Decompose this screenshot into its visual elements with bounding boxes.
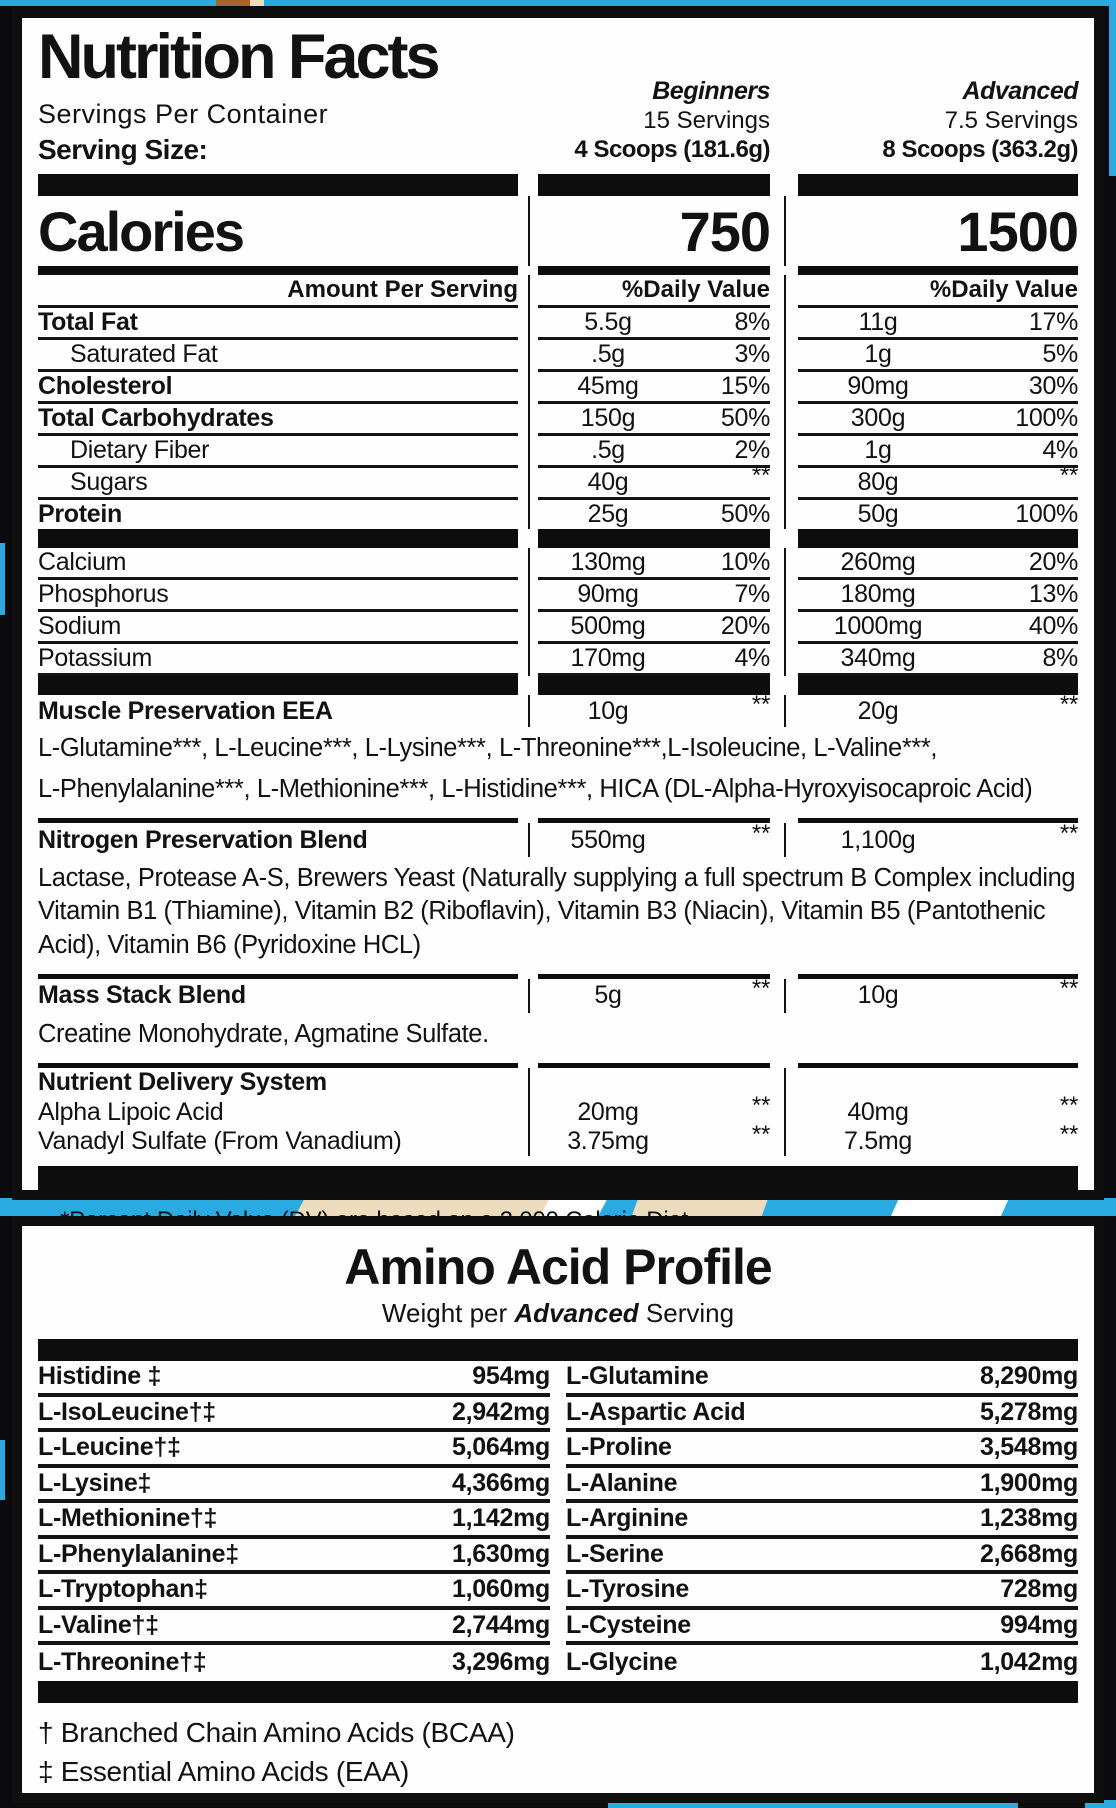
blend-row-mass-stack: Mass Stack Blend 5g ** 10g ** [38, 979, 1078, 1013]
daily-value-label-advanced: %Daily Value [798, 275, 1078, 308]
section-bar [38, 529, 1078, 548]
amino-row: L-Proline 3,548mg [566, 1432, 1078, 1468]
column-name: Beginners [652, 77, 770, 105]
amino-row: L-Methionine†‡ 1,142mg [38, 1503, 550, 1539]
amino-row: L-Tryptophan‡ 1,060mg [38, 1574, 550, 1610]
amino-row: L-Tyrosine 728mg [566, 1574, 1078, 1610]
amino-row: L-Leucine†‡ 5,064mg [38, 1432, 550, 1468]
amino-panel-subtitle [38, 1298, 1078, 1329]
section-bar [38, 676, 1078, 695]
footnote-separator-bar [38, 1166, 1078, 1192]
amino-row: L-Phenylalanine‡ 1,630mg [38, 1539, 550, 1575]
footnote-eaa: ‡ Essential Amino Acids (EAA) [38, 1755, 410, 1787]
daily-value-label-beginners: %Daily Value [538, 275, 770, 308]
background-art-blob [216, 0, 250, 6]
calories-advanced: 1500 [957, 199, 1078, 263]
nutrient-row-protein: Protein 25g 50% 50g 100% [38, 500, 1078, 528]
amino-row: L-Valine†‡ 2,744mg [38, 1610, 550, 1646]
nutrient-row-saturated-fat: Saturated Fat .5g 3% 1g 5% [38, 340, 1078, 372]
footnote-bcaa: † Branched Chain Amino Acids (BCAA) [38, 1716, 515, 1748]
eea-ingredients-line2: L-Phenylalanine***, L-Methionine***, L-Histidine***, HICA (DL-Alpha-Hyroxyisocaproic Acid) [38, 775, 1033, 804]
serving-size-label: Serving Size: [38, 134, 208, 165]
nds-row-vanadyl-sulfate: Vanadyl Sulfate (From Vanadium) 3.75mg ** 7.5mg ** [38, 1120, 1078, 1155]
subtitle-advanced: Advanced [514, 1298, 639, 1328]
nutrition-facts-panel [12, 8, 1104, 1200]
section-divider [38, 1063, 1078, 1068]
nutrient-row-phosphorus: Phosphorus 90mg 7% 180mg 13% [38, 580, 1078, 612]
calories-row [38, 196, 1078, 266]
calories-label: Calories [38, 199, 243, 263]
amino-row: L-Threonine†‡ 3,296mg [38, 1648, 550, 1677]
eea-ingredients-line1: L-Glutamine***, L-Leucine***, L-Lysine***, L-Threonine***,L-Isoleucine, L-Valine***, [38, 734, 938, 762]
nutrient-row-total-carbohydrates: Total Carbohydrates 150g 50% 300g 100% [38, 404, 1078, 436]
nds-row-alpha-lipoic-acid: Alpha Lipoic Acid 20mg ** 40mg ** [38, 1091, 1078, 1126]
column-servings: 7.5 Servings [944, 107, 1078, 134]
subtitle-prefix: Weight per [381, 1298, 515, 1328]
amino-row: L-Glycine 1,042mg [566, 1648, 1078, 1677]
amino-row: L-Serine 2,668mg [566, 1539, 1078, 1575]
table-header-row [38, 275, 1078, 308]
nutrition-header [38, 22, 1078, 166]
mass-stack-ingredients: Creatine Monohydrate, Agmatine Sulfate. [38, 1019, 489, 1048]
amino-table-left [38, 1361, 550, 1681]
nds-heading-row: Nutrient Delivery System [38, 1068, 1078, 1098]
amino-header-bar [38, 1339, 1078, 1361]
amino-row: Histidine ‡ 954mg [38, 1361, 550, 1397]
calories-underline [38, 266, 1078, 275]
nutrient-row-cholesterol: Cholesterol 45mg 15% 90mg 30% [38, 372, 1078, 404]
beginners-column-header [538, 77, 770, 166]
amino-row: L-Aspartic Acid 5,278mg [566, 1397, 1078, 1433]
background-top-strip [0, 0, 1116, 6]
section-divider [38, 818, 1078, 823]
amino-row: L-Arginine 1,238mg [566, 1503, 1078, 1539]
column-name: Advanced [962, 77, 1078, 105]
amino-footnotes [38, 1713, 1078, 1791]
nutrient-row-sugars: Sugars 40g ** 80g ** [38, 468, 1078, 500]
servings-per-container-label: Servings Per Container [38, 99, 329, 129]
nutrient-row-sodium: Sodium 500mg 20% 1000mg 40% [38, 612, 1078, 644]
background-left-edge [0, 543, 5, 615]
nutrient-row-calcium: Calcium 130mg 10% 260mg 20% [38, 548, 1078, 580]
amino-acid-panel [12, 1216, 1104, 1803]
advanced-column-header [798, 77, 1078, 166]
amino-row: L-Cysteine 994mg [566, 1610, 1078, 1646]
column-scoops: 8 Scoops (363.2g) [882, 136, 1078, 163]
amino-panel-title: Amino Acid Profile [344, 1239, 772, 1295]
nutrient-row-dietary-fiber: Dietary Fiber .5g 2% 1g 4% [38, 436, 1078, 468]
subtitle-suffix: Serving [638, 1298, 735, 1328]
amino-row: L-Alanine 1,900mg [566, 1468, 1078, 1504]
nutrient-row-potassium: Potassium 170mg 4% 340mg 8% [38, 644, 1078, 676]
amino-row: L-IsoLeucine†‡ 2,942mg [38, 1397, 550, 1433]
amount-per-serving-label: Amount Per Serving [38, 275, 518, 308]
background-art-blob [250, 0, 264, 6]
blend-row-muscle-preservation-eea: Muscle Preservation EEA 10g ** 20g ** [38, 695, 1078, 727]
calories-header-bar [38, 174, 1078, 196]
amino-table-right [566, 1361, 1078, 1681]
amino-row: L-Lysine‡ 4,366mg [38, 1468, 550, 1504]
section-divider [38, 974, 1078, 979]
amino-table [38, 1361, 1078, 1681]
amino-footnote-bar [38, 1681, 1078, 1703]
blend-row-nitrogen-preservation: Nitrogen Preservation Blend 550mg ** 1,100g ** [38, 823, 1078, 857]
background-right-edge [1109, 6, 1116, 176]
column-scoops: 4 Scoops (181.6g) [574, 136, 770, 163]
amino-row: L-Glutamine 8,290mg [566, 1361, 1078, 1397]
panel-title: Nutrition Facts [38, 22, 438, 92]
background-left-edge [0, 1440, 5, 1500]
nutrition-header-left [38, 22, 538, 166]
column-servings: 15 Servings [643, 107, 770, 134]
nitrogen-ingredients: Lactase, Protease A-S, Brewers Yeast (Naturally supplying a full spectrum B Complex including Vitamin B1 (Thiamine), Vitamin B2 (Riboflavin), Vitamin B3 (Niacin), Vitamin B5 (Pantothenic Acid), Vitamin B6 (Pyridoxine HCL) [38, 864, 1076, 959]
calories-beginners: 750 [679, 199, 770, 263]
nutrient-row-total-fat: Total Fat 5.5g 8% 11g 17% [38, 308, 1078, 340]
